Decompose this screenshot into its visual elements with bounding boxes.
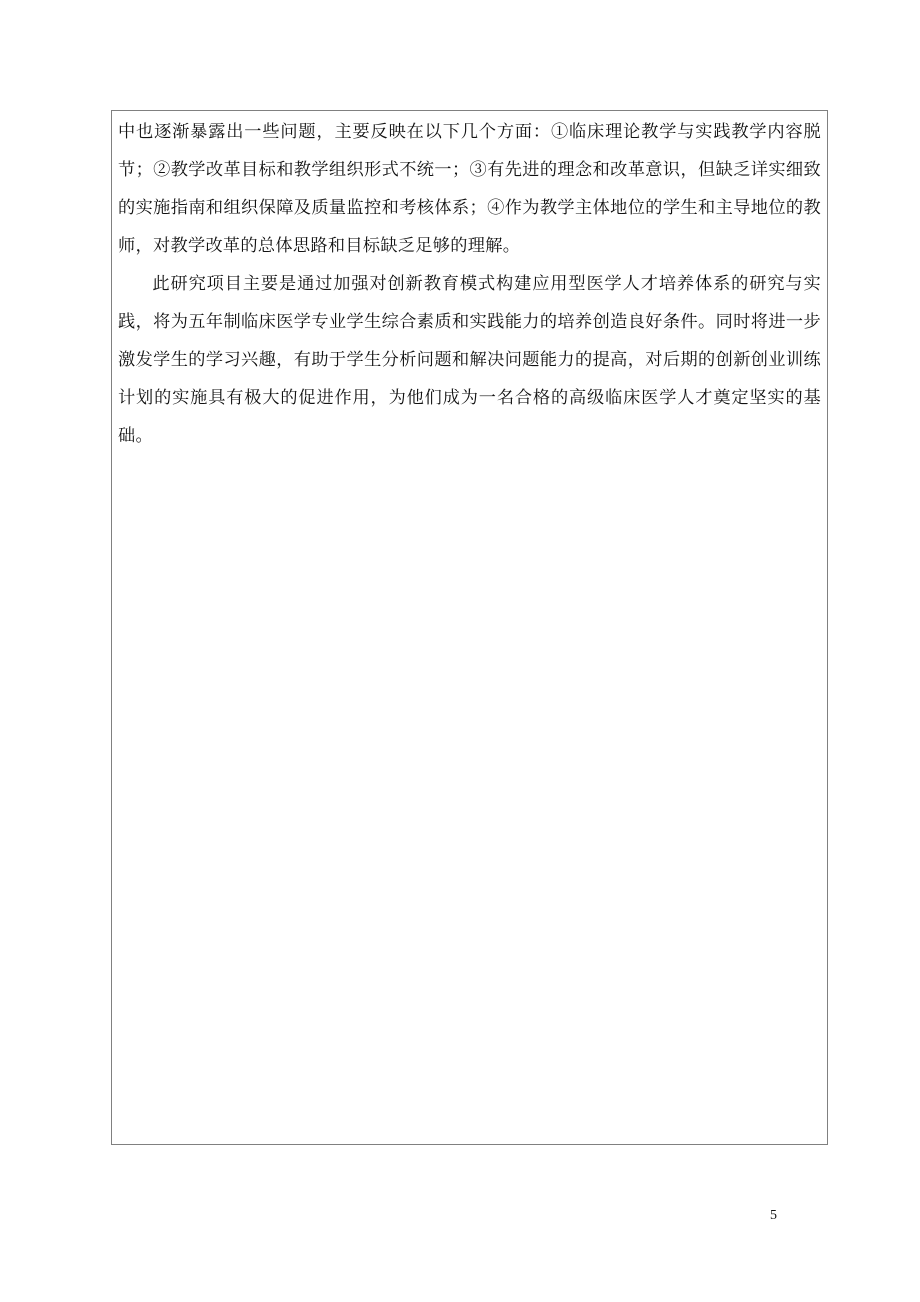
paragraph-problems: 中也逐渐暴露出一些问题，主要反映在以下几个方面：①临床理论教学与实践教学内容脱节；②教学改革目标和教学组织形式不统一；③有先进的理念和改革意识，但缺乏详实细致的实施指南和组织保障及质量监控和考核体系；④作为教学主体地位的学生和主导地位的教师，对教学改革的总体思路和目标缺乏足够的理解。 (118, 122, 821, 256)
paragraph-project-goals: 此研究项目主要是通过加强对创新教育模式构建应用型医学人才培养体系的研究与实践，将为五年制临床医学专业学生综合素质和实践能力的培养创造良好条件。同时将进一步激发学生的学习兴趣，有助于学生分析问题和解决问题能力的提高，对后期的创新创业训练计划的实施具有极大的促进作用，为他们成为一名合格的高级临床医学人才奠定坚实的基础。 (118, 274, 821, 446)
page-number: 5 (770, 1208, 777, 1223)
content-table-cell (111, 110, 828, 1145)
